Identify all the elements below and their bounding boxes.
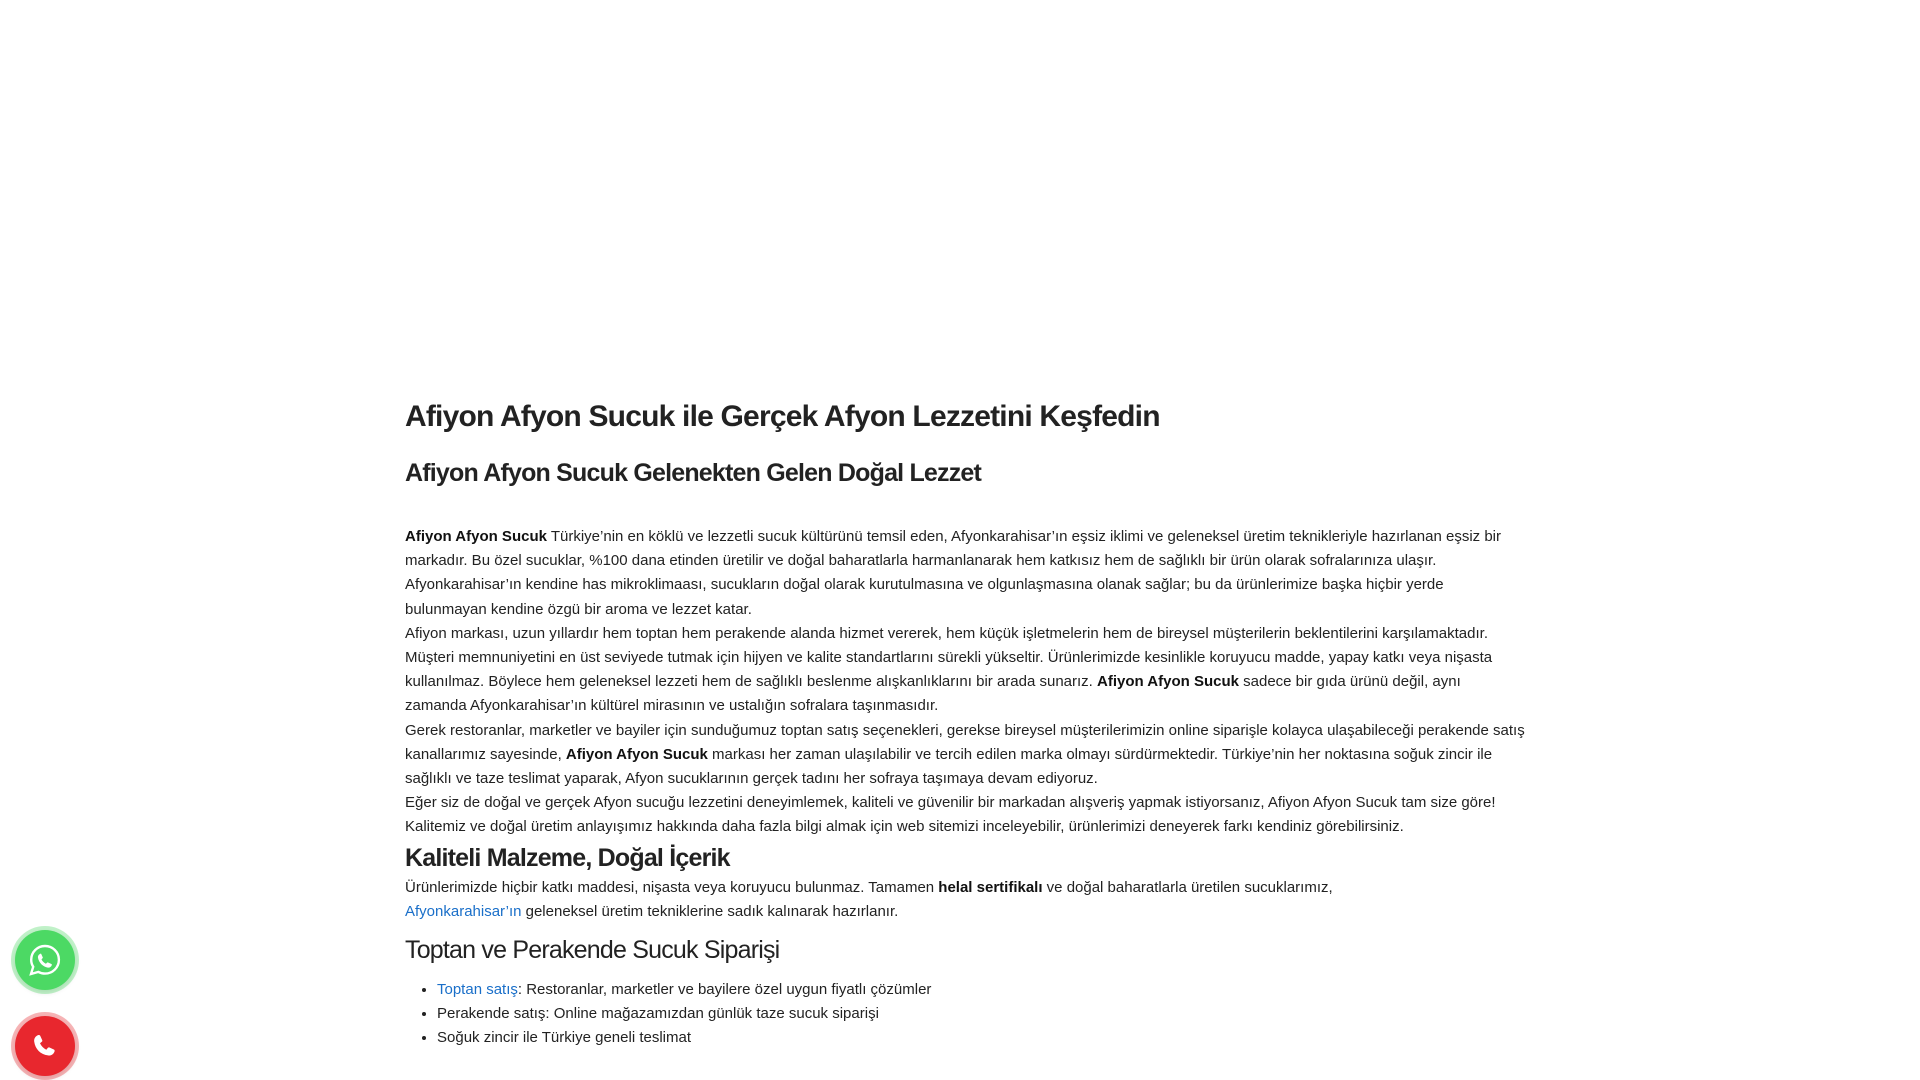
list-item: • Soğuk zincir ile Türkiye geneli teslimat bbox=[437, 1026, 1525, 1050]
whatsapp-button[interactable] bbox=[15, 930, 75, 990]
page-subtitle: Afiyon Afyon Sucuk Gelenekten Gelen Doğal Lezzet bbox=[405, 459, 982, 487]
list-item bbox=[437, 978, 1525, 1002]
phone-icon bbox=[30, 1031, 60, 1061]
list-item: • Perakende satış: Online mağazamızdan günlük taze sucuk siparişi bbox=[437, 1002, 1525, 1026]
quality-text-c: geleneksel üretim tekniklerine sadık kalınarak hazırlanır. bbox=[521, 902, 899, 920]
list-item-text: : Restoranlar, marketler ve bayilere özel uygun fiyatlı çözümler bbox=[517, 981, 932, 999]
helal-bold: helal sertifikalı bbox=[938, 878, 1043, 896]
quality-section-title: Kaliteli Malzeme, Doğal İçerik bbox=[405, 843, 730, 872]
intro-paragraph-1 bbox=[405, 525, 1525, 622]
quality-paragraph bbox=[405, 876, 1525, 924]
main-content bbox=[405, 395, 1525, 1051]
quality-text-a: Ürünlerimizde hiçbir katkı maddesi, nişasta veya koruyucu bulunmaz. Tamamen bbox=[405, 878, 939, 896]
brand-bold: Afiyon Afyon Sucuk bbox=[405, 528, 547, 545]
intro-text-3a: Gerek restoranlar, marketler ve bayiler için sunduğumuz toptan satış seçenekleri, gerekse bireysel müşterilerimizin online siparişle kolayca ulaşabileceği perakende satış kanallarımız sayesinde, bbox=[405, 721, 1525, 763]
intro-paragraph-2 bbox=[405, 622, 1525, 719]
intro-paragraph-3 bbox=[405, 719, 1525, 792]
afyonkarahisar-link[interactable]: Afyonkarahisar’ın bbox=[405, 902, 522, 920]
intro-paragraph-4: Eğer siz de doğal ve gerçek Afyon sucuğu lezzetini deneyimlemek, kaliteli ve güvenilir bir markadan alışveriş yapmak istiyorsanız, Afiyon Afyon Sucuk tam size göre! Kalitemiz ve doğal üretim anlayışımız hakkında daha fazla bilgi almak için web sitemizi inceleyebilir, ürünlerimizi deneyerek farkı kendiniz görebilirsiniz. bbox=[405, 794, 1496, 836]
sales-section-title: Toptan ve Perakende Sucuk Siparişi bbox=[405, 936, 780, 965]
brand-bold: Afiyon Afyon Sucuk bbox=[1097, 673, 1239, 691]
hero-banner-area bbox=[0, 0, 1920, 370]
quality-text-b: ve doğal baharatlarla üretilen sucuklarımız, bbox=[1042, 878, 1333, 896]
phone-button[interactable] bbox=[15, 1016, 75, 1076]
intro-text-1: Türkiye’nin en köklü ve lezzetli sucuk kültürünü temsil eden, Afyonkarahisar’ın eşsiz iklimi ve geleneksel üretim teknikleriyle hazırlanan eşsiz bir markadır. Bu özel sucuklar, %100 dana etinden üretilir ve doğal baharatlarla harmanlanarak hem katkısız hem de sağlıklı bir ürün olarak sofralarınıza ulaşır. Afyonkarahisar’ın kendine has mikroklimaası, sucukların doğal olarak kurutulmasına ve olgunlaşmasına olanak sağlar; bu da ürünlerimize başka hiçbir yerde bulunmayan kendine özgü bir aroma ve lezzet katar. bbox=[405, 528, 1501, 618]
brand-bold: Afiyon Afyon Sucuk bbox=[565, 745, 708, 763]
intro-section bbox=[405, 525, 1525, 840]
wholesale-link[interactable]: Toptan satış bbox=[437, 981, 518, 999]
sales-list bbox=[405, 978, 1525, 1051]
intro-text-2a: Afiyon markası, uzun yıllardır hem toptan hem perakende alanda hizmet vererek, hem küçük işletmelerin hem de bireysel müşterilerin beklentilerini karşılamaktadır. Müşteri memnuniyetini en üst seviyede tutmak için hijyen ve kalite standartlarını sürekli yükseltir. Ürünlerimizde kesinlikle koruyucu madde, yapay katkı veya nişasta kullanılmaz. Böylece hem geleneksel lezzeti hem de sağlıklı beslenme alışkanlıklarını bir arada sunarız. bbox=[405, 624, 1493, 691]
intro-text-3b: markası her zaman ulaşılabilir ve tercih edilen marka olmayı sürdürmektedir. Türkiye’nin her noktasına soğuk zincir ile sağlıklı ve taze teslimat yaparak, Afyon sucuklarının gerçek tadını her sofraya taşımaya devam ediyoruz. bbox=[405, 745, 1493, 788]
whatsapp-icon bbox=[28, 943, 62, 977]
page-title: Afiyon Afyon Sucuk ile Gerçek Afyon Lezzetini Keşfedin bbox=[405, 400, 1160, 433]
intro-text-2b: sadece bir gıda ürünü değil, aynı zamanda Afyonkarahisar’ın kültürel mirasının ve ustalığın sofralara taşınmasıdır. bbox=[405, 673, 1461, 715]
